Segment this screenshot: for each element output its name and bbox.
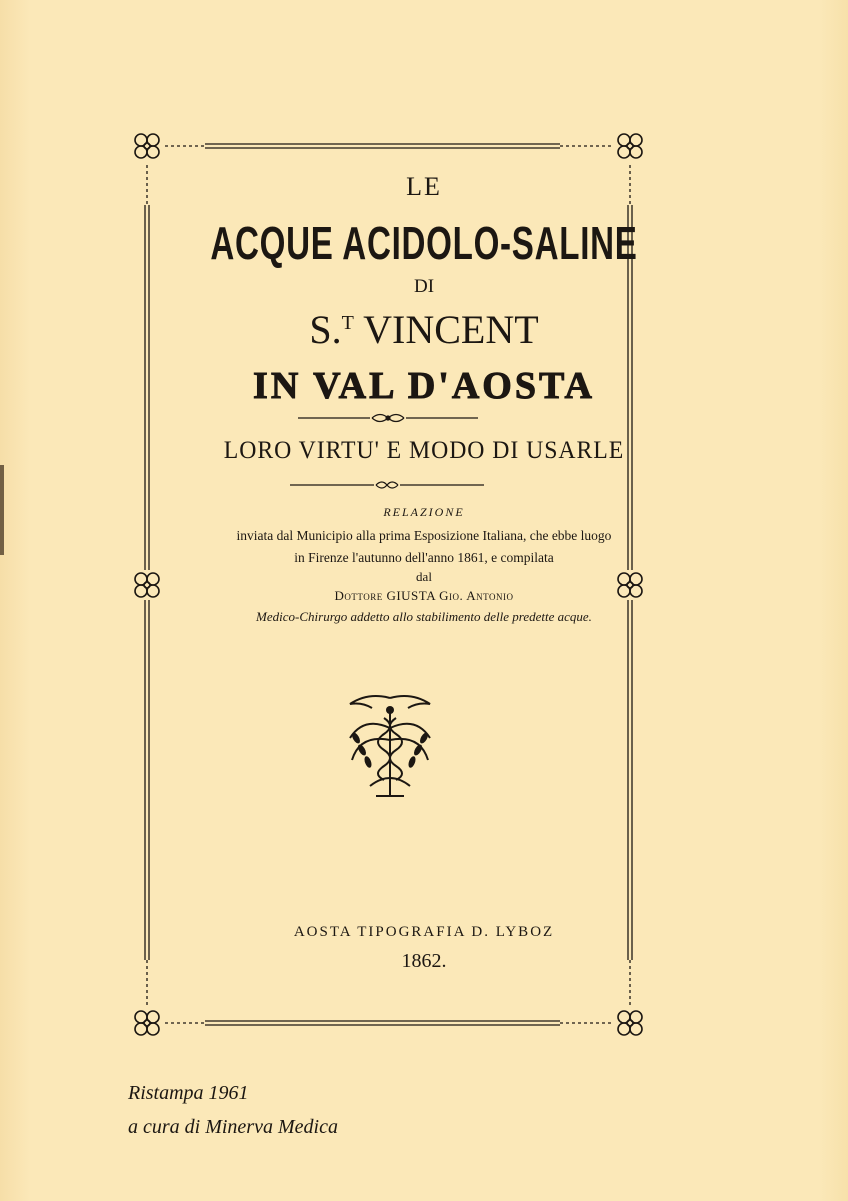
place-superscript: T	[341, 312, 354, 334]
reprint-publisher: a cura di Minerva Medica	[128, 1116, 338, 1138]
section-label: RELAZIONE	[383, 505, 465, 519]
main-title: ACQUE ACIDOLO-SALINE	[210, 217, 638, 269]
place-prefix: S.	[309, 307, 342, 352]
body-line-2: in Firenze l'autunno dell'anno 1861, e compilata	[294, 550, 554, 565]
title-preposition: DI	[413, 276, 435, 297]
tagline: LORO VIRTU' E MODO DI USARLE	[223, 437, 625, 464]
reprint-line: Ristampa 1961	[128, 1082, 249, 1104]
subtitle-region: IN VAL D'AOSTA	[253, 365, 595, 407]
place-name-text: VINCENT	[353, 307, 539, 352]
caduceus-wheat-emblem-icon	[340, 688, 440, 802]
divider-ornament-2	[290, 479, 484, 491]
author-name: Dottore GIUSTA Gio. Antonio	[334, 588, 514, 603]
title-article: LE	[406, 172, 442, 201]
printer-line: AOSTA TIPOGRAFIA D. LYBOZ	[293, 924, 555, 940]
author-role: Medico-Chirurgo addetto allo stabilimento delle predette acque.	[256, 609, 592, 624]
body-preposition: dal	[416, 569, 432, 584]
divider-ornament-1	[298, 411, 478, 425]
publication-year: 1862.	[401, 950, 447, 972]
place-name	[0, 306, 848, 353]
body-line-1: inviata dal Municipio alla prima Esposizione Italiana, che ebbe luogo	[236, 528, 612, 543]
